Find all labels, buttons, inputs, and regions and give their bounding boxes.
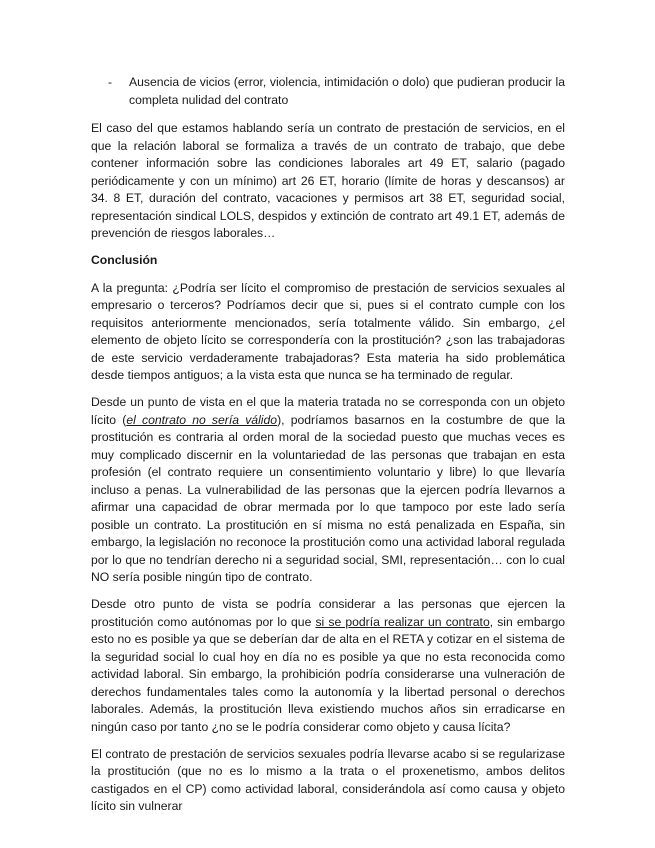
document-page: [91, 74, 565, 825]
section-heading-conclusion: Conclusión: [91, 253, 158, 267]
list-item: [91, 74, 565, 109]
paragraph-self-employed: [91, 596, 565, 736]
paragraph-text: Desde un punto de vista en el que la materia tratada no se corresponda con un objeto lícito (: [91, 395, 565, 427]
paragraph-illicit-object: [91, 394, 565, 587]
bullet-marker: -: [108, 75, 113, 89]
paragraph-text: Desde otro punto de vista se podría considerar a las personas que ejercen la prostitución como autónomas por lo que: [91, 597, 565, 629]
paragraph-contract-description: El caso del que estamos hablando sería un contrato de prestación de servicios, en el que la relación laboral se formaliza a través de un contrato de trabajo, que debe contener información sobre las condiciones laborales art 49 ET, salario (pagado periódicamente y con un mínimo) art 26 ET, horario (límite de horas y descansos) ar 34. 8 ET, duración del contrato, vacaciones y permisos art 38 ET, seguridad social, representación sindical LOLS, despidos y extinción de contrato art 49.1 ET, además de prevención de riesgos laborales…: [91, 121, 565, 240]
paragraph-text: ), podríamos basarnos en la costumbre de que la prostitución es contraria al orden moral de la sociedad puesto que muchas veces es muy complicado discernir en la voluntariedad de las personas que trabajan en esta profesión (el contrato requiere un consentimiento voluntario y libre) lo que llevaría incluso a penas. La vulnerabilidad de las personas que la ejercen podría llevarnos a afirmar una capacidad de obrar mermada por lo que tampoco por este lado sería posible un contrato. La prostitución en sí misma no está penalizada en España, sin embargo, la legislación no reconoce la prostitución como una actividad laboral regulada por lo que no tendrían derecho ni a seguridad social, SMI, representación… con lo cual NO sería posible ningún tipo de contrato.: [91, 412, 565, 584]
bullet-text: Ausencia de vicios (error, violencia, intimidación o dolo) que pudieran producir la completa nulidad del contrato: [129, 75, 565, 107]
underlined-emphasis: si se podría realizar un contrato: [315, 614, 490, 629]
paragraph-question: A la pregunta: ¿Podría ser lícito el compromiso de prestación de servicios sexuales al empresario o terceros? Podríamos decir que si, pues si el contrato cumple con los requisitos anteriormente mencionados, sería totalmente válido. Sin embargo, ¿el elemento de objeto lícito se correspondería con la prostitución? ¿son las trabajadoras de este servicio verdaderamente trabajadoras? Esta materia ha sido problemática desde tiempos antiguos; a la vista esta que nunca se ha terminado de regular.: [91, 280, 565, 382]
underlined-emphasis: el contrato no sería válido: [126, 412, 278, 427]
paragraph-text: , sin embargo esto no es posible ya que se deberían dar de alta en el RETA y cotizar en el sistema de la seguridad social lo cual hoy en día no es posible ya que no esta reconocida como actividad laboral. Sin embargo, la prohibición podría considerarse una vulneración de derechos fundamentales tales como la autonomía y la libertad personal o derechos laborales. Además, la prostitución lleva existiendo muchos años sin erradicarse en ningún caso por tanto ¿no se le podría considerar como objeto y causa lícita?: [91, 614, 565, 734]
paragraph-regularization: El contrato de prestación de servicios sexuales podría llevarse acabo si se regularizase la prostitución (que no es lo mismo a la trata o el proxenetismo, ambos delitos castigados en el CP) como actividad laboral, considerándola así como causa y objeto lícito sin vulnerar: [91, 746, 565, 813]
